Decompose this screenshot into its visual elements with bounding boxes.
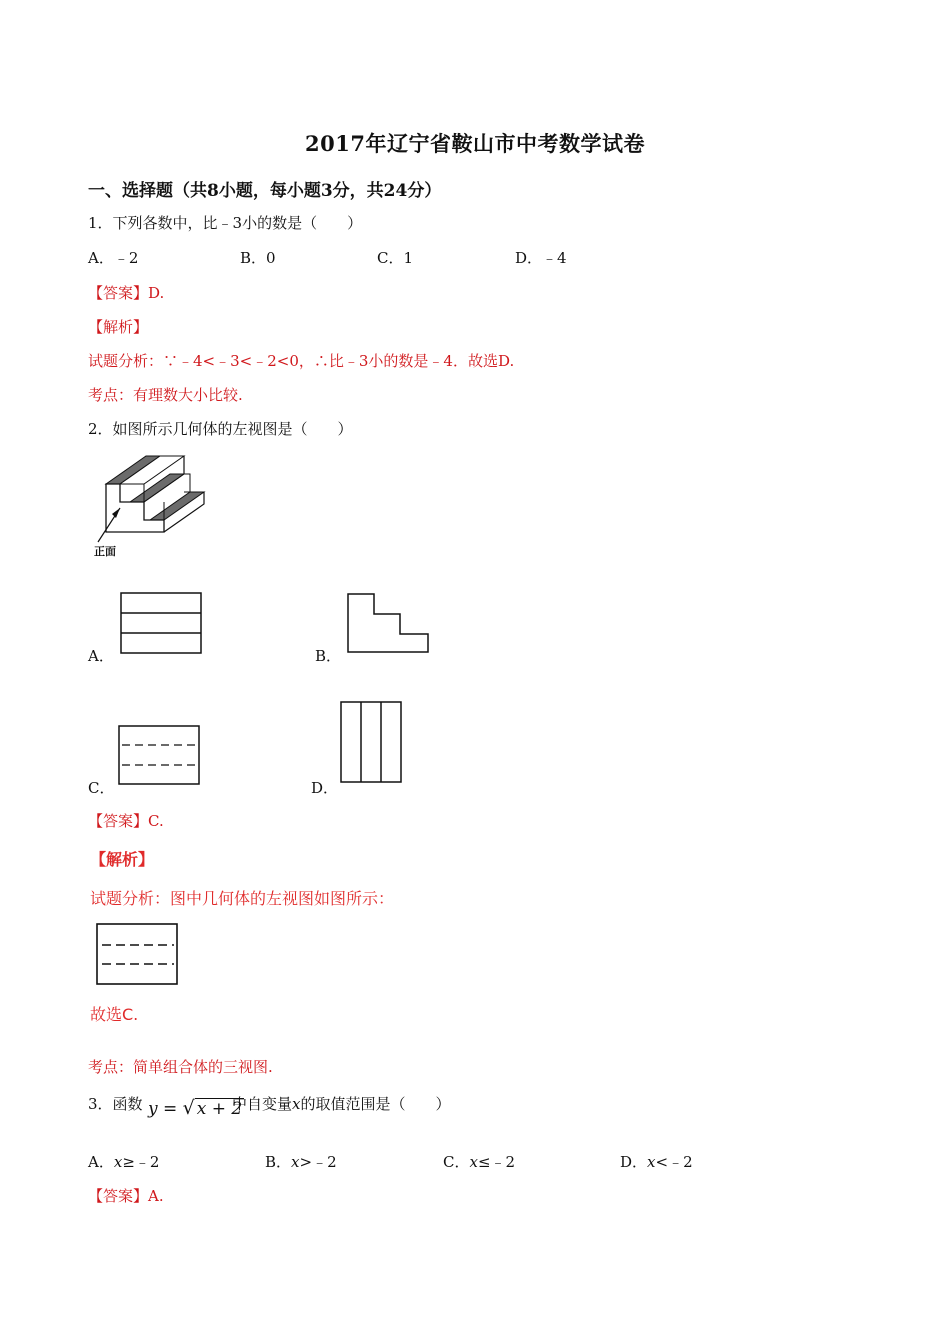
q3-option-b-letter: B． bbox=[265, 1153, 292, 1171]
q1-kaodian: 考点：有理数大小比较. bbox=[88, 386, 243, 404]
q1-analysis: 试题分析：∵﹣4<﹣3<﹣2<0，∴比﹣3小的数是﹣4．故选D. bbox=[88, 352, 515, 370]
q2-analysis-label: 【解析】 bbox=[90, 850, 155, 869]
q2-analysis: 试题分析：图中几何体的左视图如图所示： bbox=[90, 889, 395, 908]
q3-option-d bbox=[620, 1151, 693, 1172]
formula-radicand: x + 2 bbox=[196, 1099, 243, 1119]
q3-option-a bbox=[88, 1151, 159, 1172]
q3-stem-var: x bbox=[292, 1095, 301, 1113]
q3-stem-prefix: 3．函数 bbox=[88, 1095, 143, 1113]
q3-option-c-var: x bbox=[469, 1153, 478, 1171]
q2-analysis-figure bbox=[96, 923, 180, 987]
section-heading: 一、选择题（共8小题，每小题3分，共24分） bbox=[88, 181, 442, 201]
q3-option-a-rel: ≥﹣2 bbox=[122, 1153, 160, 1171]
q3-option-b bbox=[265, 1151, 337, 1172]
formula-eq: = bbox=[163, 1099, 178, 1119]
q2-option-c-figure bbox=[118, 725, 202, 787]
q1-stem: 1．下列各数中，比﹣3小的数是（ ） bbox=[88, 214, 363, 232]
q3-option-a-letter: A． bbox=[88, 1153, 114, 1171]
q3-answer: 【答案】A. bbox=[88, 1187, 164, 1205]
q2-answer: 【答案】C. bbox=[88, 812, 164, 830]
q3-stem-rest bbox=[232, 1093, 451, 1114]
q1-option-a: A．﹣2 bbox=[88, 249, 139, 267]
q2-stem: 2．如图所示几何体的左视图是（ ） bbox=[88, 420, 353, 438]
q2-option-b-figure bbox=[346, 592, 432, 656]
q3-option-b-rel: >﹣2 bbox=[299, 1153, 337, 1171]
q3-option-c bbox=[443, 1151, 515, 1172]
q3-option-d-rel: <﹣2 bbox=[655, 1153, 693, 1171]
q2-kaodian: 考点：简单组合体的三视图. bbox=[88, 1058, 273, 1076]
q3-option-d-var: x bbox=[647, 1153, 656, 1171]
page-title: 2017年辽宁省鞍山市中考数学试卷 bbox=[305, 131, 645, 156]
q1-analysis-label: 【解析】 bbox=[88, 318, 149, 336]
formula-y: y bbox=[148, 1099, 158, 1119]
q3-option-c-letter: C． bbox=[443, 1153, 470, 1171]
q2-option-a-figure bbox=[120, 592, 202, 654]
q2-option-b: B． bbox=[315, 647, 342, 665]
sqrt-icon: √ bbox=[182, 1097, 195, 1119]
q1-answer: 【答案】D. bbox=[88, 284, 165, 302]
q3-option-c-rel: ≤﹣2 bbox=[477, 1153, 516, 1171]
q2-option-d-figure bbox=[340, 701, 404, 785]
q3-option-b-var: x bbox=[291, 1153, 300, 1171]
q1-option-c: C．1 bbox=[377, 249, 414, 267]
q3-option-d-letter: D． bbox=[620, 1153, 648, 1171]
figure-label-front: 正面 bbox=[94, 545, 116, 558]
q2-option-d: D． bbox=[311, 779, 339, 797]
q3-option-a-var: x bbox=[113, 1153, 123, 1171]
q2-option-a: A． bbox=[88, 647, 114, 665]
q3-stem-mid: 中自变量 bbox=[232, 1095, 293, 1113]
q2-option-c: C． bbox=[88, 779, 115, 797]
q2-choose: 故选C. bbox=[90, 1005, 139, 1024]
q3-stem-suffix: 的取值范围是（ ） bbox=[300, 1095, 451, 1113]
q3-formula bbox=[148, 1097, 244, 1119]
q1-option-d: D．﹣4 bbox=[515, 249, 567, 267]
q1-option-b: B．0 bbox=[240, 249, 276, 267]
